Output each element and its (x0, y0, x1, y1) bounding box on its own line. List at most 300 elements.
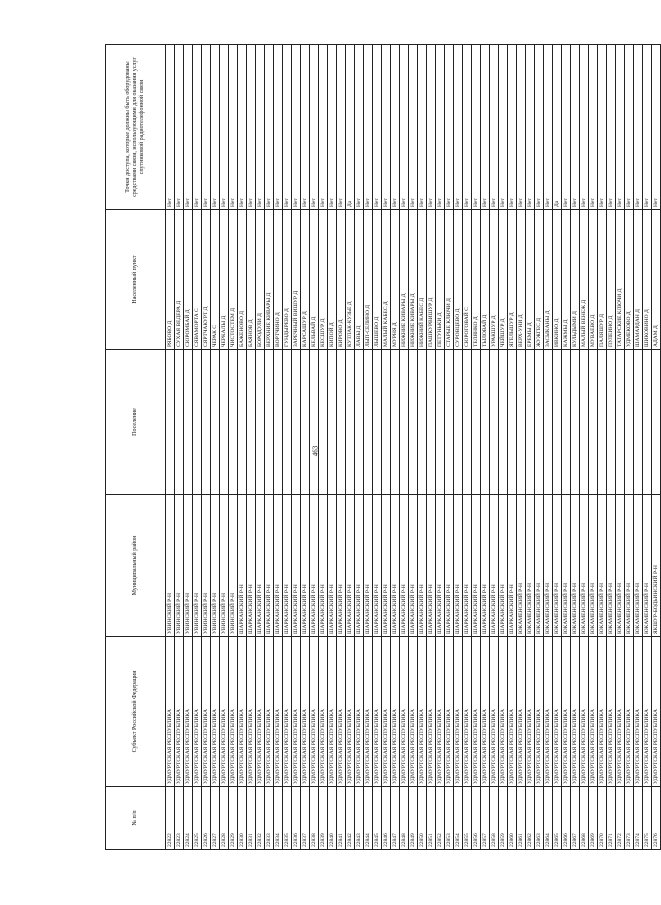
cell-subject: УДМУРТСКАЯ РЕСПУБЛИКА (652, 637, 661, 787)
cell-subject: УДМУРТСКАЯ РЕСПУБЛИКА (391, 637, 400, 787)
table-row (445, 45, 454, 850)
cell-num: 22875 (643, 787, 652, 850)
cell-punkt: СЯРТЧАКУРТ Д (202, 210, 211, 350)
table-row (508, 45, 517, 850)
cell-subject: УДМУРТСКАЯ РЕСПУБЛИКА (247, 637, 256, 787)
cell-num: 22833 (265, 787, 274, 850)
cell-poselenie (400, 350, 409, 495)
cell-poselenie (355, 350, 364, 495)
cell-subject: УДМУРТСКАЯ РЕСПУБЛИКА (616, 637, 625, 787)
cell-punkt: ПУЛЕИНО Д (607, 210, 616, 350)
cell-poselenie (418, 350, 427, 495)
cell-punkt: УДМЕКОВО Д (625, 210, 634, 350)
cell-subject: УДМУРТСКАЯ РЕСПУБЛИКА (238, 637, 247, 787)
table-row (589, 45, 598, 850)
header-punkt: Населенный пункт (106, 210, 166, 350)
cell-punkt: ШАМАРДАН Д (634, 210, 643, 350)
cell-rayon: ЮКАМЕНСКИЙ Р-Н (643, 495, 652, 637)
cell-subject: УДМУРТСКАЯ РЕСПУБЛИКА (544, 637, 553, 787)
cell-subject: УДМУРТСКАЯ РЕСПУБЛИКА (283, 637, 292, 787)
cell-num: 22868 (580, 787, 589, 850)
cell-subject: УДМУРТСКАЯ РЕСПУБЛИКА (598, 637, 607, 787)
cell-num: 22825 (193, 787, 202, 850)
cell-rayon: ШАРКАНСКИЙ Р-Н (274, 495, 283, 637)
cell-availability: Нет (166, 45, 175, 210)
cell-subject: УДМУРТСКАЯ РЕСПУБЛИКА (535, 637, 544, 787)
cell-subject: УДМУРТСКАЯ РЕСПУБЛИКА (328, 637, 337, 787)
cell-punkt: НИЖНИЕ КИВАРЫ Д (409, 210, 418, 350)
table-row (418, 45, 427, 850)
cell-availability: Нет (310, 45, 319, 210)
cell-subject: УДМУРТСКАЯ РЕСПУБЛИКА (400, 637, 409, 787)
cell-availability: Нет (481, 45, 490, 210)
cell-punkt: КУТЛАК-КУЗЬЕ Д (346, 210, 355, 350)
cell-availability: Нет (508, 45, 517, 210)
cell-poselenie (616, 350, 625, 495)
cell-punkt: БОРОДУЛИ Д (256, 210, 265, 350)
cell-poselenie (337, 350, 346, 495)
cell-num: 22850 (418, 787, 427, 850)
cell-num: 22848 (400, 787, 409, 850)
cell-num: 22830 (238, 787, 247, 850)
cell-num: 22835 (283, 787, 292, 850)
table-row (481, 45, 490, 850)
cell-poselenie (571, 350, 580, 495)
cell-availability: Нет (463, 45, 472, 210)
cell-availability: Нет (337, 45, 346, 210)
cell-rayon: ЮКАМЕНСКИЙ Р-Н (598, 495, 607, 637)
cell-num: 22876 (652, 787, 661, 850)
cell-num: 22834 (274, 787, 283, 850)
cell-availability: Нет (175, 45, 184, 210)
cell-availability: Нет (409, 45, 418, 210)
cell-subject: УДМУРТСКАЯ РЕСПУБЛИКА (436, 637, 445, 787)
cell-punkt: НИЖНИЙ КАБЕС Д (418, 210, 427, 350)
cell-punkt: ВЕРХ-УНИ Д (517, 210, 526, 350)
cell-poselenie (652, 350, 661, 495)
cell-subject: УДМУРТСКАЯ РЕСПУБЛИКА (274, 637, 283, 787)
cell-poselenie (445, 350, 454, 495)
cell-availability: Нет (616, 45, 625, 210)
cell-poselenie (292, 350, 301, 495)
table-row (616, 45, 625, 850)
cell-num: 22851 (427, 787, 436, 850)
cell-num: 22852 (436, 787, 445, 850)
cell-poselenie (481, 350, 490, 495)
settlements-table (105, 44, 661, 850)
cell-num: 22822 (166, 787, 175, 850)
cell-poselenie (625, 350, 634, 495)
cell-poselenie (499, 350, 508, 495)
cell-availability: Нет (652, 45, 661, 210)
cell-subject: УДМУРТСКАЯ РЕСПУБЛИКА (211, 637, 220, 787)
cell-poselenie (211, 350, 220, 495)
cell-num: 22874 (634, 787, 643, 850)
cell-punkt: КАЖМЫ Д (562, 210, 571, 350)
cell-punkt: КУЛЬДЫМИ Д (571, 210, 580, 350)
cell-rayon: УВИНСКИЙ Р-Н (202, 495, 211, 637)
table-row (652, 45, 661, 850)
cell-availability: Нет (265, 45, 274, 210)
cell-poselenie (427, 350, 436, 495)
cell-num: 22859 (499, 787, 508, 850)
cell-availability: Да (346, 45, 355, 210)
cell-num: 22865 (553, 787, 562, 850)
cell-punkt: ТЕЛЯНКО Д (472, 210, 481, 350)
cell-poselenie (373, 350, 382, 495)
cell-poselenie (598, 350, 607, 495)
cell-poselenie (409, 350, 418, 495)
cell-rayon: ЮКАМЕНСКИЙ Р-Н (535, 495, 544, 637)
cell-availability: Нет (517, 45, 526, 210)
cell-availability: Нет (292, 45, 301, 210)
cell-availability: Нет (391, 45, 400, 210)
cell-rayon: ШАРКАНСКИЙ Р-Н (463, 495, 472, 637)
table-row (256, 45, 265, 850)
cell-availability: Нет (247, 45, 256, 210)
cell-poselenie (283, 350, 292, 495)
table-row (391, 45, 400, 850)
cell-rayon: ШАРКАНСКИЙ Р-Н (427, 495, 436, 637)
cell-subject: УДМУРТСКАЯ РЕСПУБЛИКА (319, 637, 328, 787)
cell-availability: Нет (220, 45, 229, 210)
cell-rayon: ШАРКАНСКИЙ Р-Н (499, 495, 508, 637)
cell-poselenie (229, 350, 238, 495)
cell-punkt: КИПОЙ Д (328, 210, 337, 350)
cell-subject: УДМУРТСКАЯ РЕСПУБЛИКА (499, 637, 508, 787)
cell-num: 22849 (409, 787, 418, 850)
cell-subject: УДМУРТСКАЯ РЕСПУБЛИКА (526, 637, 535, 787)
cell-availability: Нет (328, 45, 337, 210)
cell-num: 22869 (589, 787, 598, 850)
cell-subject: УДМУРТСКАЯ РЕСПУБЛИКА (490, 637, 499, 787)
table-row (472, 45, 481, 850)
cell-subject: УДМУРТСКАЯ РЕСПУБЛИКА (193, 637, 202, 787)
cell-subject: УДМУРТСКАЯ РЕСПУБЛИКА (364, 637, 373, 787)
cell-availability: Нет (283, 45, 292, 210)
table-row (526, 45, 535, 850)
cell-rayon: ШАРКАНСКИЙ Р-Н (346, 495, 355, 637)
cell-poselenie (319, 350, 328, 495)
cell-subject: УДМУРТСКАЯ РЕСПУБЛИКА (427, 637, 436, 787)
table-row (454, 45, 463, 850)
cell-poselenie (553, 350, 562, 495)
cell-availability: Да (553, 45, 562, 210)
cell-punkt: СУХАЯ ВЕДЕРА Д (175, 210, 184, 350)
cell-punkt: МУРНЯ Д (391, 210, 400, 350)
cell-rayon: ЮКАМЕНСКИЙ Р-Н (571, 495, 580, 637)
cell-punkt: СЮРОГОВАЙ С (463, 210, 472, 350)
cell-rayon: ШАРКАНСКИЙ Р-Н (445, 495, 454, 637)
cell-poselenie (301, 350, 310, 495)
table-row (328, 45, 337, 850)
cell-punkt: ШИКОВИНО Д (643, 210, 652, 350)
cell-poselenie (175, 350, 184, 495)
cell-poselenie (634, 350, 643, 495)
cell-num: 22853 (445, 787, 454, 850)
cell-num: 22846 (382, 787, 391, 850)
cell-rayon: ШАРКАНСКИЙ Р-Н (364, 495, 373, 637)
table-row (373, 45, 382, 850)
cell-poselenie (247, 350, 256, 495)
cell-num: 22831 (247, 787, 256, 850)
cell-punkt: ЛЫШЕВО Д (373, 210, 382, 350)
cell-availability: Нет (445, 45, 454, 210)
table-row (229, 45, 238, 850)
cell-punkt: БАЯНОВ Д (247, 210, 256, 350)
cell-poselenie (364, 350, 373, 495)
cell-rayon: ШАРКАНСКИЙ Р-Н (319, 495, 328, 637)
cell-rayon: УВИНСКИЙ Р-Н (229, 495, 238, 637)
table-body (166, 45, 661, 850)
cell-num: 22858 (490, 787, 499, 850)
table-row (283, 45, 292, 850)
header-num: № п/п (106, 787, 166, 850)
table-row (436, 45, 445, 850)
cell-rayon: ШАРКАНСКИЙ Р-Н (391, 495, 400, 637)
cell-poselenie (391, 350, 400, 495)
cell-rayon: ЮКАМЕНСКИЙ Р-Н (616, 495, 625, 637)
cell-rayon: ШАРКАНСКИЙ Р-Н (481, 495, 490, 637)
header-rayon: Муниципальный район (106, 495, 166, 637)
table-row (346, 45, 355, 850)
cell-poselenie (382, 350, 391, 495)
cell-subject: УДМУРТСКАЯ РЕСПУБЛИКА (220, 637, 229, 787)
cell-punkt: ЧЕЙШУР Д (499, 210, 508, 350)
cell-poselenie (526, 350, 535, 495)
cell-rayon: ШАРКАНСКИЙ Р-Н (409, 495, 418, 637)
cell-rayon: УВИНСКИЙ Р-Н (220, 495, 229, 637)
table-row (382, 45, 391, 850)
cell-num: 22845 (373, 787, 382, 850)
table-row (598, 45, 607, 850)
cell-num: 22870 (598, 787, 607, 850)
cell-poselenie (220, 350, 229, 495)
cell-availability: Нет (364, 45, 373, 210)
cell-rayon: ШАРКАНСКИЙ Р-Н (436, 495, 445, 637)
table-row (337, 45, 346, 850)
cell-punkt: ЖУЖГЕС Д (535, 210, 544, 350)
cell-availability: Нет (598, 45, 607, 210)
rotated-table-frame (105, 45, 659, 850)
cell-punkt: ЗАСЫКАНЫ Д (544, 210, 553, 350)
table-row (544, 45, 553, 850)
cell-punkt: СЮРОМБАЙ Д (184, 210, 193, 350)
cell-availability: Нет (454, 45, 463, 210)
cell-poselenie (166, 350, 175, 495)
cell-subject: УДМУРТСКАЯ РЕСПУБЛИКА (256, 637, 265, 787)
cell-subject: УДМУРТСКАЯ РЕСПУБЛИКА (418, 637, 427, 787)
cell-availability: Нет (544, 45, 553, 210)
table-row (535, 45, 544, 850)
cell-num: 22838 (310, 787, 319, 850)
cell-availability: Нет (211, 45, 220, 210)
cell-rayon: УВИНСКИЙ Р-Н (193, 495, 202, 637)
cell-punkt: ТЫЛОВАЙ Д (481, 210, 490, 350)
cell-num: 22844 (364, 787, 373, 850)
page-number: 463 (311, 445, 320, 457)
table-row (238, 45, 247, 850)
cell-subject: УДМУРТСКАЯ РЕСПУБЛИКА (175, 637, 184, 787)
table-row (607, 45, 616, 850)
cell-rayon: УВИНСКИЙ Р-Н (211, 495, 220, 637)
cell-num: 22872 (616, 787, 625, 850)
cell-poselenie (544, 350, 553, 495)
cell-rayon: ЮКАМЕНСКИЙ Р-Н (562, 495, 571, 637)
cell-num: 22827 (211, 787, 220, 850)
cell-rayon: ЮКАМЕНСКИЙ Р-Н (544, 495, 553, 637)
cell-num: 22860 (508, 787, 517, 850)
cell-availability: Нет (238, 45, 247, 210)
cell-availability: Нет (202, 45, 211, 210)
cell-punkt: ЛЫП-СЕЛИНО Д (364, 210, 373, 350)
cell-punkt: СЯВАМОРТА С (193, 210, 202, 350)
cell-rayon: ШАРКАНСКИЙ Р-Н (301, 495, 310, 637)
cell-punkt: НИЖНИЕ КИВАРЫ Д (400, 210, 409, 350)
cell-num: 22839 (319, 787, 328, 850)
cell-rayon: ШАРКАНСКИЙ Р-Н (508, 495, 517, 637)
table-row (562, 45, 571, 850)
table-row (634, 45, 643, 850)
cell-availability: Нет (193, 45, 202, 210)
cell-punkt: ЯГЕЛЬШУР Д (508, 210, 517, 350)
cell-subject: УДМУРТСКАЯ РЕСПУБЛИКА (634, 637, 643, 787)
table-row (319, 45, 328, 850)
cell-num: 22862 (526, 787, 535, 850)
cell-num: 22866 (562, 787, 571, 850)
cell-availability: Нет (499, 45, 508, 210)
cell-poselenie (643, 350, 652, 495)
cell-poselenie (193, 350, 202, 495)
cell-availability: Нет (229, 45, 238, 210)
cell-availability: Нет (562, 45, 571, 210)
cell-punkt: ГУНДЫРЕВО Д (283, 210, 292, 350)
table-row (247, 45, 256, 850)
cell-poselenie (589, 350, 598, 495)
header-subject: Субъект Российской Федерации (106, 637, 166, 787)
cell-subject: УДМУРТСКАЯ РЕСПУБЛИКА (589, 637, 598, 787)
cell-punkt: ВОРТЧИНО Д (274, 210, 283, 350)
cell-subject: УДМУРТСКАЯ РЕСПУБЛИКА (202, 637, 211, 787)
cell-rayon: ШАРКАНСКИЙ Р-Н (382, 495, 391, 637)
cell-punkt: МУВАЕВО Д (589, 210, 598, 350)
cell-availability: Нет (184, 45, 193, 210)
cell-num: 22824 (184, 787, 193, 850)
cell-punkt: ЧЕРАК С (211, 210, 220, 350)
cell-punkt: ЛАВЫ Д (355, 210, 364, 350)
cell-rayon: ЮКАМЕНСКИЙ Р-Н (517, 495, 526, 637)
cell-poselenie (202, 350, 211, 495)
table-row (211, 45, 220, 850)
cell-rayon: ЯКШУР-БОДЬИНСКИЙ Р-Н (652, 495, 661, 637)
table-row (517, 45, 526, 850)
cell-rayon: ЮКАМЕНСКИЙ Р-Н (634, 495, 643, 637)
table-row (301, 45, 310, 850)
cell-num: 22873 (625, 787, 634, 850)
cell-subject: УДМУРТСКАЯ РЕСПУБЛИКА (355, 637, 364, 787)
cell-subject: УДМУРТСКАЯ РЕСПУБЛИКА (265, 637, 274, 787)
cell-num: 22828 (220, 787, 229, 850)
cell-punkt: МАЛЫЙ ВЕНЕЖ Д (580, 210, 589, 350)
cell-subject: УДМУРТСКАЯ РЕСПУБЛИКА (166, 637, 175, 787)
table-row (184, 45, 193, 850)
cell-num: 22871 (607, 787, 616, 850)
cell-num: 22864 (544, 787, 553, 850)
cell-availability: Нет (625, 45, 634, 210)
cell-poselenie (607, 350, 616, 495)
cell-subject: УДМУРТСКАЯ РЕСПУБЛИКА (472, 637, 481, 787)
cell-subject: УДМУРТСКАЯ РЕСПУБЛИКА (382, 637, 391, 787)
cell-num: 22843 (355, 787, 364, 850)
cell-availability: Нет (274, 45, 283, 210)
cell-punkt: ЕРЕМЫ Д (526, 210, 535, 350)
cell-subject: УДМУРТСКАЯ РЕСПУБЛИКА (409, 637, 418, 787)
cell-subject: УДМУРТСКАЯ РЕСПУБЛИКА (463, 637, 472, 787)
cell-num: 22857 (481, 787, 490, 850)
cell-punkt: ИВКИНО Д (553, 210, 562, 350)
cell-availability: Нет (256, 45, 265, 210)
cell-punkt: КЕСШУР Д (319, 210, 328, 350)
cell-punkt: КЕЛЬВАЙ Д (310, 210, 319, 350)
cell-availability: Нет (607, 45, 616, 210)
table-row (310, 45, 319, 850)
table-row (400, 45, 409, 850)
cell-subject: УДМУРТСКАЯ РЕСПУБЛИКА (346, 637, 355, 787)
cell-poselenie (346, 350, 355, 495)
cell-num: 22867 (571, 787, 580, 850)
cell-rayon: ШАРКАНСКИЙ Р-Н (454, 495, 463, 637)
cell-num: 22847 (391, 787, 400, 850)
cell-availability: Нет (490, 45, 499, 210)
cell-punkt: ПАШКУРВИШУР Д (427, 210, 436, 350)
cell-rayon: ЮКАМЕНСКИЙ Р-Н (580, 495, 589, 637)
cell-num: 22856 (472, 787, 481, 850)
cell-availability: Нет (634, 45, 643, 210)
cell-punkt: СУРОВЦЕВО Д (454, 210, 463, 350)
cell-rayon: ШАРКАНСКИЙ Р-Н (472, 495, 481, 637)
table-row (427, 45, 436, 850)
cell-rayon: ШАРКАНСКИЙ Р-Н (418, 495, 427, 637)
cell-punkt: КИРОВО Д (337, 210, 346, 350)
cell-subject: УДМУРТСКАЯ РЕСПУБЛИКА (607, 637, 616, 787)
cell-num: 22823 (175, 787, 184, 850)
cell-punkt: РЯБОВО Д (166, 210, 175, 350)
cell-punkt: БАЖЕНОВО Д (238, 210, 247, 350)
cell-availability: Нет (427, 45, 436, 210)
cell-poselenie (535, 350, 544, 495)
cell-num: 22841 (337, 787, 346, 850)
cell-rayon: ШАРКАНСКИЙ Р-Н (373, 495, 382, 637)
cell-punkt: МАЛЫЙ КАБЕС Д (382, 210, 391, 350)
cell-availability: Нет (373, 45, 382, 210)
cell-subject: УДМУРТСКАЯ РЕСПУБЛИКА (292, 637, 301, 787)
cell-availability: Нет (643, 45, 652, 210)
cell-availability: Нет (400, 45, 409, 210)
cell-num: 22826 (202, 787, 211, 850)
cell-poselenie (310, 350, 319, 495)
cell-punkt: ЧЕРКАЛЫ Д (220, 210, 229, 350)
cell-rayon: ШАРКАНСКИЙ Р-Н (337, 495, 346, 637)
cell-poselenie (256, 350, 265, 495)
cell-poselenie (580, 350, 589, 495)
cell-availability: Нет (589, 45, 598, 210)
table-row (355, 45, 364, 850)
cell-subject: УДМУРТСКАЯ РЕСПУБЛИКА (481, 637, 490, 787)
cell-rayon: ЮКАМЕНСКИЙ Р-Н (625, 495, 634, 637)
cell-rayon: ШАРКАНСКИЙ Р-Н (355, 495, 364, 637)
cell-num: 22837 (301, 787, 310, 850)
cell-num: 22863 (535, 787, 544, 850)
